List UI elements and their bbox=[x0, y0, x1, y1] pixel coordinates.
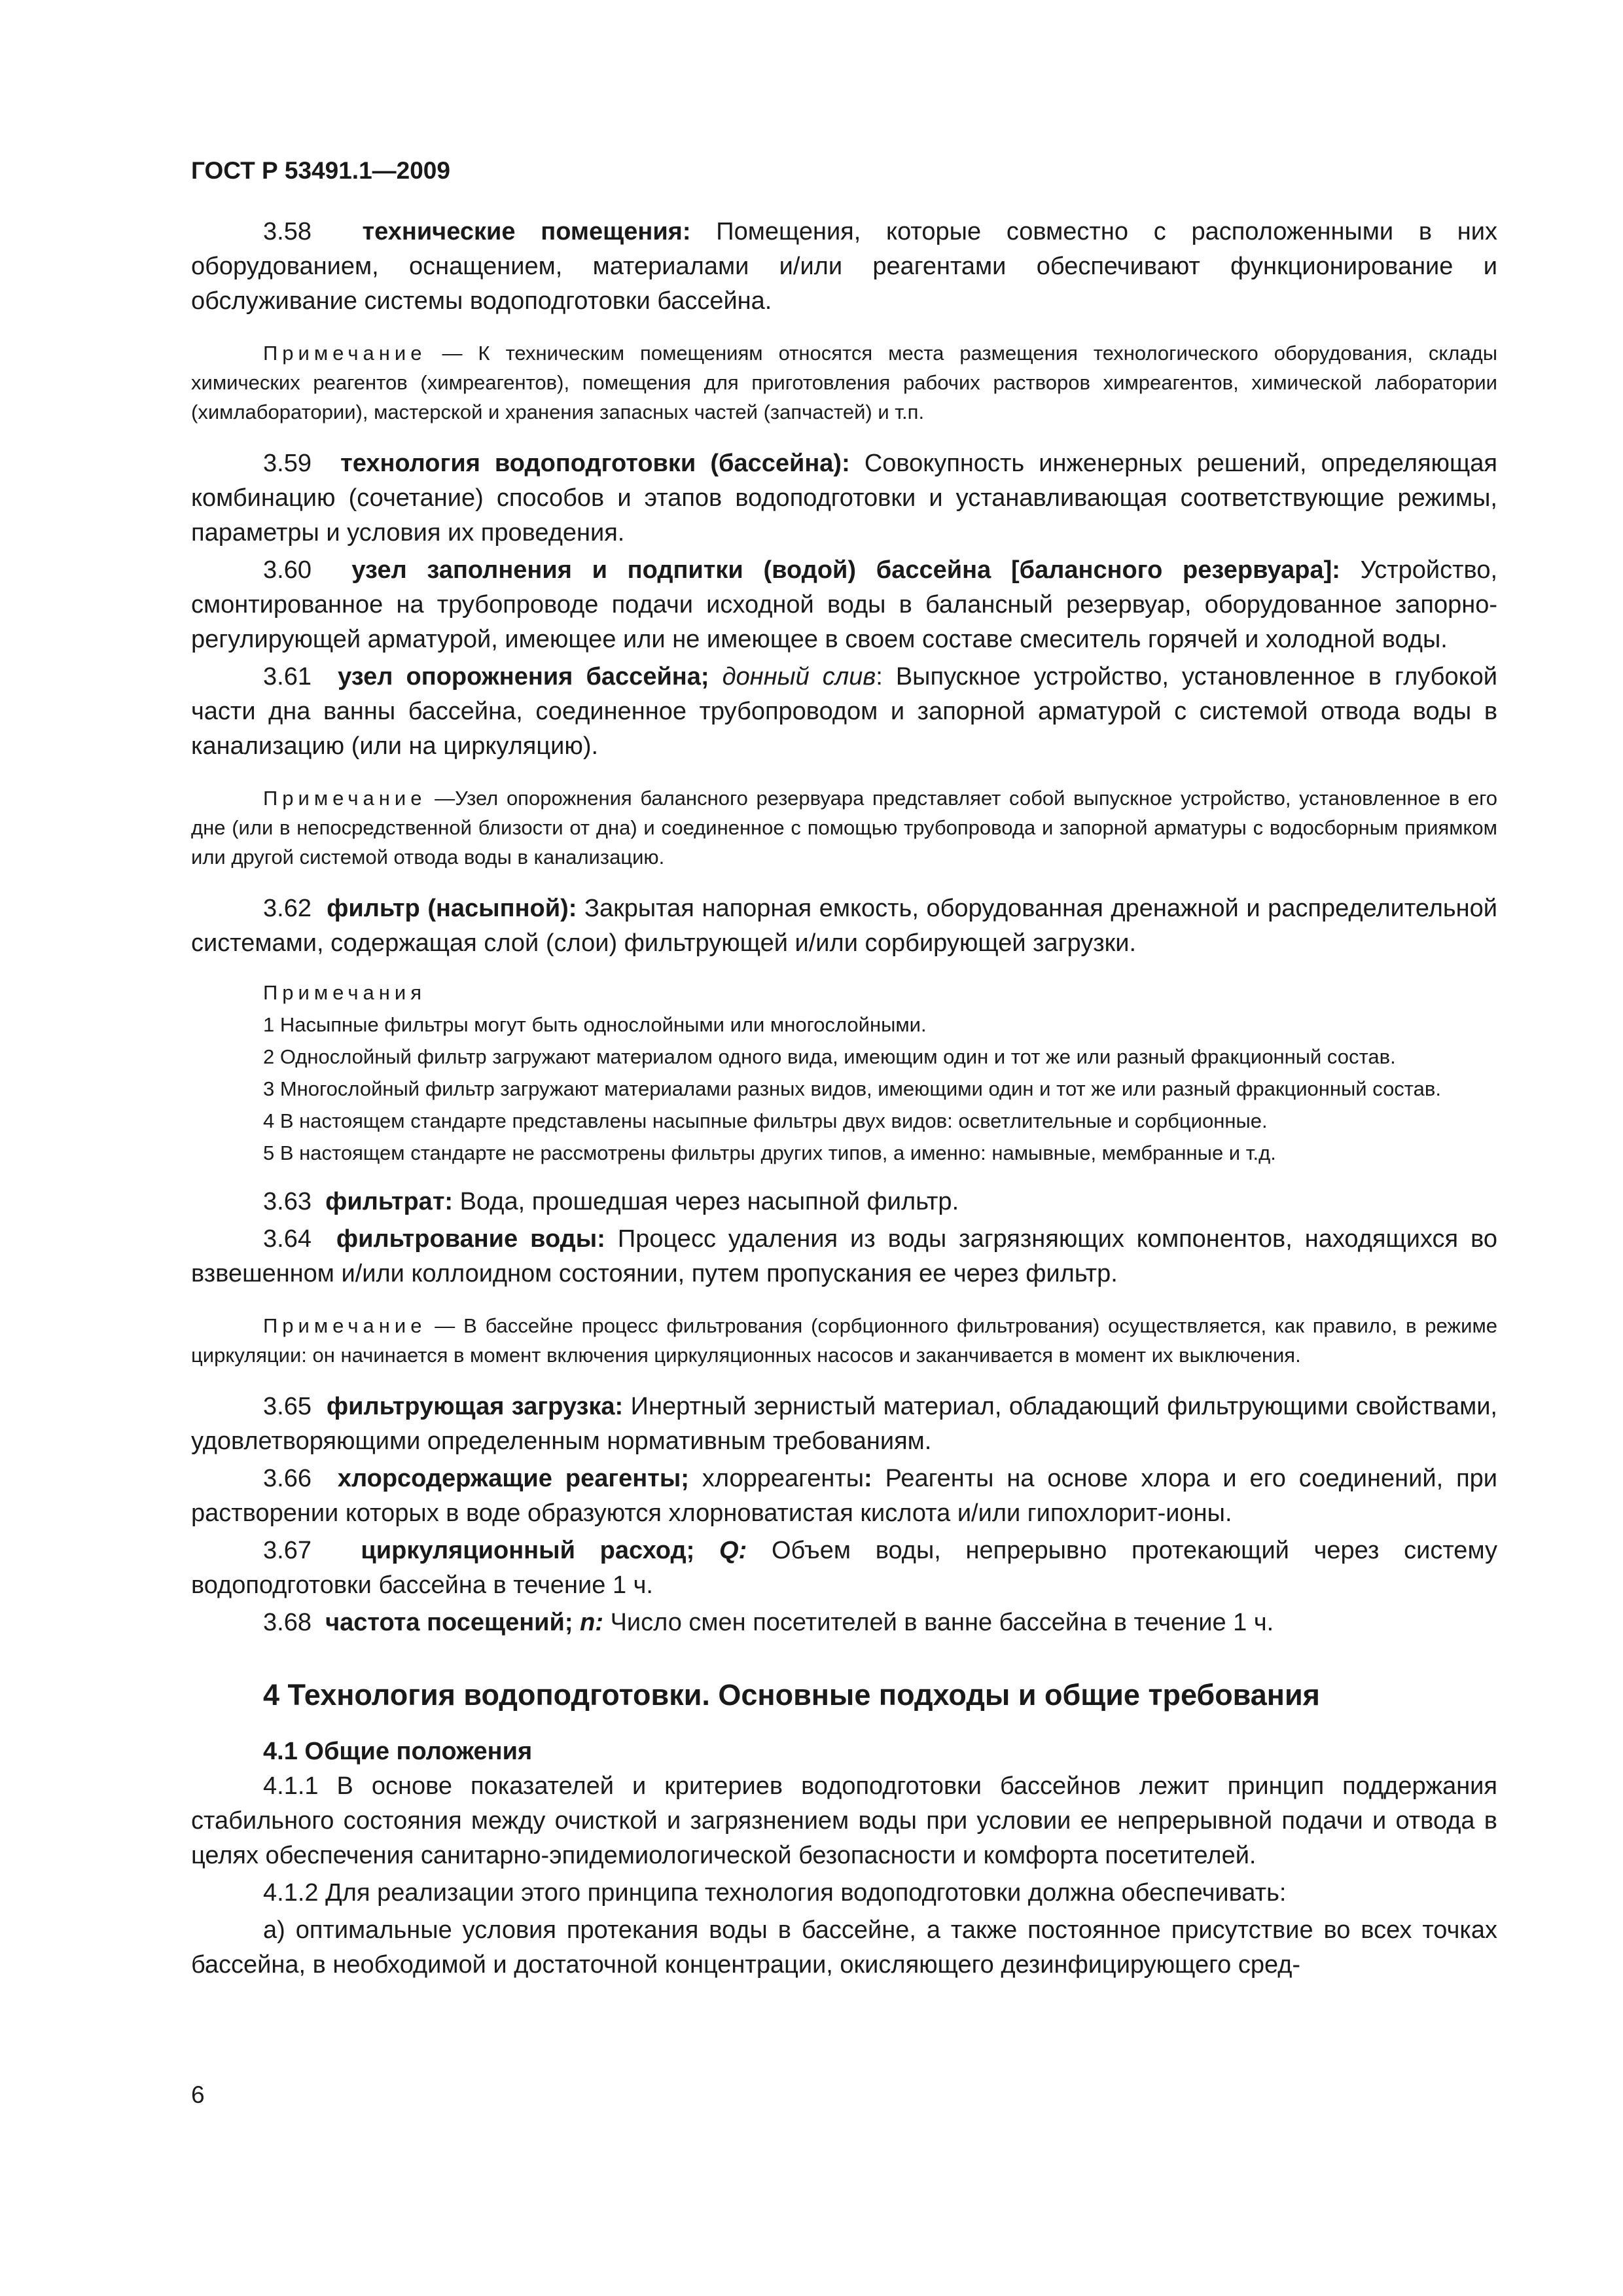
clause-3-65 bbox=[191, 1390, 1497, 1459]
note-3-58 bbox=[191, 338, 1497, 427]
clause-term: частота посещений; bbox=[325, 1609, 573, 1636]
note-item: 1 Насыпные фильтры могут быть однослойными или многослойными. bbox=[263, 1013, 927, 1036]
clause-3-66 bbox=[191, 1462, 1497, 1531]
clause-term: узел опорожнения бассейна; bbox=[338, 663, 709, 691]
notes-label: Примечания bbox=[263, 981, 426, 1004]
clause-term: технология водоподготовки (бассейна): bbox=[340, 450, 850, 477]
clause-3-58 bbox=[191, 215, 1497, 319]
clause-number: 3.59 bbox=[263, 450, 312, 477]
note-text: —Узел опорожнения балансного резервуара представляет собой выпускное устройство, установленное в его дне (или в непосредственной близости от дна) и соединенное с помощью трубопровода и запорной арматуры с водосборным приямком или другой системой отвода воды в канализацию. bbox=[191, 787, 1497, 869]
clause-4-1-2: 4.1.2 Для реализации этого принципа технология водоподготовки должна обеспечивать: bbox=[263, 1879, 1287, 1907]
clause-number: 3.64 bbox=[263, 1225, 312, 1253]
clause-text: Число смен посетителей в ванне бассейна в течение 1 ч. bbox=[610, 1609, 1274, 1636]
document-page bbox=[191, 157, 1497, 1982]
clause-3-61 bbox=[191, 660, 1497, 764]
note-label: Примечание bbox=[263, 787, 427, 810]
clause-synonym: донный слив bbox=[722, 663, 876, 691]
clause-3-59 bbox=[191, 446, 1497, 550]
clause-number: 3.68 bbox=[263, 1609, 312, 1636]
clause-colon: : bbox=[864, 1465, 872, 1492]
note-item: 5 В настоящем стандарте не рассмотрены фильтры других типов, а именно: намывные, мембранные и т.д. bbox=[263, 1141, 1276, 1164]
clause-term: циркуляционный расход; bbox=[361, 1537, 695, 1564]
note-text: — В бассейне процесс фильтрования (сорбционного фильтрования) осуществляется, как правило, в режиме циркуляции: он начинается в момент включения циркуляционных насосов и заканчивается в момент их выключения. bbox=[191, 1314, 1497, 1367]
subsection-4-1-heading: 4.1 Общие положения bbox=[263, 1738, 533, 1765]
clause-text: : Выпускное устройство, установленное в глубокой части дна ванны бассейна, соединенное трубопроводом и запорной арматурой с системой отвода воды в канализацию (или на циркуляцию). bbox=[191, 663, 1497, 760]
clause-number: 3.63 bbox=[263, 1188, 312, 1215]
clause-term: фильтрат: bbox=[325, 1188, 454, 1215]
clause-number: 3.67 bbox=[263, 1537, 312, 1564]
clause-text: Совокупность инженерных решений, определяющая комбинацию (сочетание) способов и этапов водоподготовки и устанавливающая соответствующие режимы, параметры и условия их проведения. bbox=[191, 450, 1497, 547]
note-label: Примечание bbox=[263, 1314, 427, 1337]
clause-text: Реагенты на основе хлора и его соединений, при растворении которых в воде образуются хлорноватистая кислота и/или гипохлорит-ионы. bbox=[191, 1465, 1498, 1527]
clause-3-68 bbox=[191, 1605, 1497, 1640]
page-number: 6 bbox=[191, 2081, 205, 2108]
clause-term: фильтрующая загрузка: bbox=[326, 1393, 624, 1420]
clause-term: хлорсодержащие реагенты; bbox=[337, 1465, 689, 1492]
note-text: — К техническим помещениям относятся места размещения технологического оборудования, склады химических реагентов (химреагентов), помещения для приготовления рабочих растворов химреагентов, химической лаборатории (химлаборатории), мастерской и хранения запасных частей (запчастей) и т.п. bbox=[191, 342, 1497, 423]
note-item: 2 Однослойный фильтр загружают материалом одного вида, имеющим один и тот же или разный фракционный состав. bbox=[263, 1045, 1396, 1068]
clause-term: технические помещения: bbox=[362, 218, 691, 245]
document-header: ГОСТ Р 53491.1—2009 bbox=[191, 157, 450, 184]
clause-term: фильтрование воды: bbox=[336, 1225, 605, 1253]
clause-number: 3.60 bbox=[263, 556, 312, 584]
clause-number: 3.61 bbox=[263, 663, 312, 691]
clause-number: 3.65 bbox=[263, 1393, 312, 1420]
clause-text: Устройство, смонтированное на трубопроводе подачи исходной воды в балансный резервуар, оборудованное запорно-регулирующей арматурой, имеющее или не имеющее в своем составе смеситель горячей и холодной воды. bbox=[191, 556, 1498, 653]
clause-synonym: хлорреагенты bbox=[702, 1465, 865, 1492]
clause-text: Помещения, которые совместно с расположенными в них оборудованием, оснащением, материалами и/или реагентами обеспечивают функционирование и обслуживание системы водоподготовки бассейна. bbox=[191, 218, 1497, 315]
clause-3-64 bbox=[191, 1222, 1497, 1291]
clause-symbol: n: bbox=[580, 1609, 603, 1636]
clause-number: 3.58 bbox=[263, 218, 312, 245]
note-item: 4 В настоящем стандарте представлены насыпные фильтры двух видов: осветлительные и сорбционные. bbox=[263, 1109, 1268, 1132]
clause-number: 3.62 bbox=[263, 895, 312, 922]
note-3-61 bbox=[191, 783, 1497, 872]
note-label: Примечание bbox=[263, 342, 427, 365]
clause-3-67 bbox=[191, 1534, 1497, 1603]
clause-3-60 bbox=[191, 553, 1497, 657]
notes-3-62 bbox=[191, 978, 1497, 1168]
clause-text: Объем воды, непрерывно протекающий через систему водоподготовки бассейна в течение 1 ч. bbox=[191, 1537, 1497, 1599]
section-4-heading: 4 Технология водоподготовки. Основные подходы и общие требования bbox=[263, 1678, 1320, 1712]
clause-symbol: Q: bbox=[719, 1537, 747, 1564]
clause-3-62 bbox=[191, 891, 1497, 961]
clause-3-63 bbox=[191, 1185, 1497, 1219]
clause-number: 3.66 bbox=[263, 1465, 312, 1492]
clause-text: Закрытая напорная емкость, оборудованная дренажной и распределительной системами, содержащая слой (слои) фильтрующей и/или сорбирующей загрузки. bbox=[191, 895, 1498, 957]
note-item: 3 Многослойный фильтр загружают материалами разных видов, имеющими один и тот же или разный фракционный состав. bbox=[263, 1077, 1441, 1100]
clause-4-1-1: 4.1.1 В основе показателей и критериев водоподготовки бассейнов лежит принцип поддержания стабильного состояния между очисткой и загрязнением воды при условии ее непрерывной подачи и отвода в целях обеспечения санитарно-эпидемиологической безопасности и комфорта посетителей. bbox=[191, 1772, 1497, 1869]
clause-text: Процесс удаления из воды загрязняющих компонентов, находящихся во взвешенном и/или коллоидном состоянии, путем пропускания ее через фильтр. bbox=[191, 1225, 1497, 1287]
clause-text: Вода, прошедшая через насыпной фильтр. bbox=[459, 1188, 959, 1215]
clause-text: Инертный зернистый материал, обладающий фильтрующими свойствами, удовлетворяющими определенным нормативным требованиям. bbox=[191, 1393, 1497, 1455]
clause-term: фильтр (насыпной): bbox=[327, 895, 577, 922]
clause-term: узел заполнения и подпитки (водой) бассейна [балансного резервуара]: bbox=[351, 556, 1340, 584]
clause-4-1-2-a: а) оптимальные условия протекания воды в бассейне, а также постоянное присутствие во всех точках бассейна, в необходимой и достаточной концентрации, окисляющего дезинфицирующего сред- bbox=[191, 1916, 1497, 1979]
note-3-64 bbox=[191, 1311, 1497, 1370]
